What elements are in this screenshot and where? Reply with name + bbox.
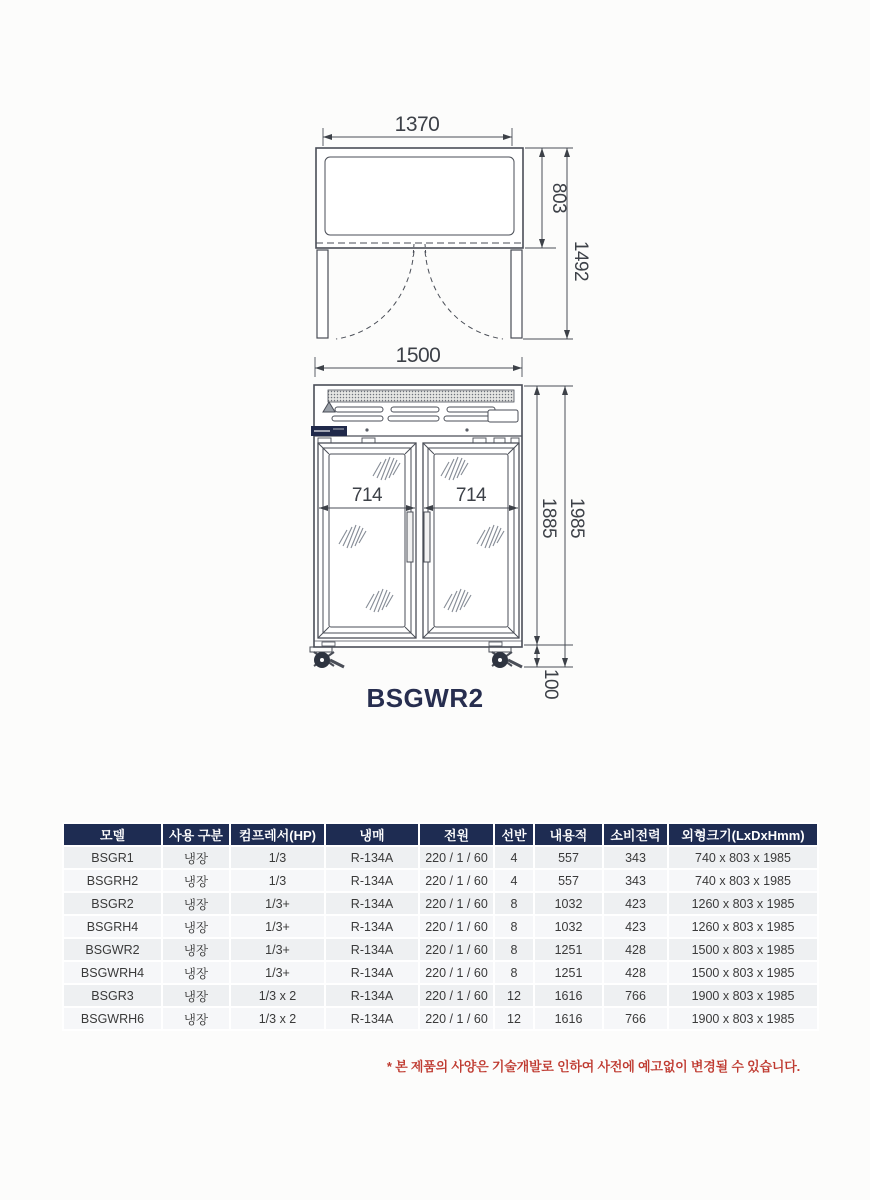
table-cell: 8	[494, 961, 534, 984]
table-cell: 냉장	[162, 984, 230, 1007]
table-cell: 220 / 1 / 60	[419, 984, 494, 1007]
vent-grille	[328, 390, 514, 402]
table-cell: 557	[534, 869, 603, 892]
table-cell: 12	[494, 984, 534, 1007]
table-cell: 1260 x 803 x 1985	[668, 892, 818, 915]
dim-label-overall-height: 1985	[566, 497, 587, 539]
caster-left	[310, 647, 344, 668]
door-swing-arc-right	[425, 251, 503, 339]
table-cell: 1/3+	[230, 892, 325, 915]
table-row	[63, 915, 818, 938]
table-cell: 1260 x 803 x 1985	[668, 915, 818, 938]
table-header-row	[63, 823, 818, 846]
table-cell: 8	[494, 915, 534, 938]
table-cell: 740 x 803 x 1985	[668, 869, 818, 892]
table-cell: 냉장	[162, 915, 230, 938]
dim-label-door-right: 714	[455, 485, 487, 506]
top-view-drawing	[315, 128, 573, 377]
table-cell: R-134A	[325, 1007, 419, 1030]
column-header: 선반	[494, 823, 534, 846]
table-row	[63, 938, 818, 961]
table-cell: 1/3 x 2	[230, 1007, 325, 1030]
table-cell: 423	[603, 892, 668, 915]
table-cell: BSGWR2	[63, 938, 162, 961]
table-cell: 740 x 803 x 1985	[668, 846, 818, 869]
table-cell: 220 / 1 / 60	[419, 869, 494, 892]
table-row	[63, 892, 818, 915]
brand-logo	[311, 426, 347, 436]
table-cell: 8	[494, 938, 534, 961]
table-cell: 557	[534, 846, 603, 869]
footnote: * 본 제품의 사양은 기술개발로 인하여 사전에 예고없이 변경될 수 있습니다.	[386, 1059, 800, 1074]
table-cell: R-134A	[325, 892, 419, 915]
table-row	[63, 869, 818, 892]
top-view-open-door-right	[511, 250, 522, 338]
table-cell: 428	[603, 961, 668, 984]
top-view-cabinet-outline	[316, 148, 523, 248]
table-cell: BSGRH4	[63, 915, 162, 938]
table-cell: 428	[603, 938, 668, 961]
column-header: 사용 구분	[162, 823, 230, 846]
table-cell: 냉장	[162, 846, 230, 869]
control-display	[488, 410, 518, 422]
table-cell: 1/3	[230, 846, 325, 869]
spec-table	[62, 822, 819, 1031]
dim-label-total-depth: 1492	[570, 240, 591, 282]
table-cell: 1616	[534, 1007, 603, 1030]
table-cell: 1500 x 803 x 1985	[668, 961, 818, 984]
table-cell: 766	[603, 984, 668, 1007]
table-cell: 냉장	[162, 961, 230, 984]
table-cell: 766	[603, 1007, 668, 1030]
table-cell: 1032	[534, 915, 603, 938]
table-cell: R-134A	[325, 846, 419, 869]
table-cell: 343	[603, 846, 668, 869]
table-cell: 1251	[534, 938, 603, 961]
table-cell: 1/3+	[230, 938, 325, 961]
model-title: BSGWR2	[366, 683, 484, 713]
table-cell: 1616	[534, 984, 603, 1007]
table-cell: 220 / 1 / 60	[419, 961, 494, 984]
table-cell: 1900 x 803 x 1985	[668, 1007, 818, 1030]
table-row	[63, 961, 818, 984]
dimension-top-depth	[523, 148, 573, 339]
table-cell: 220 / 1 / 60	[419, 1007, 494, 1030]
table-row	[63, 846, 818, 869]
table-cell: R-134A	[325, 961, 419, 984]
table-cell: 423	[603, 915, 668, 938]
table-cell: BSGRH2	[63, 869, 162, 892]
column-header: 냉매	[325, 823, 419, 846]
column-header: 전원	[419, 823, 494, 846]
table-cell: 220 / 1 / 60	[419, 846, 494, 869]
table-cell: 1/3 x 2	[230, 984, 325, 1007]
door-handle-left	[407, 512, 413, 562]
front-view-drawing	[310, 385, 573, 668]
column-header: 외형크기(LxDxHmm)	[668, 823, 818, 846]
table-cell: 1/3+	[230, 961, 325, 984]
table-cell: R-134A	[325, 984, 419, 1007]
dim-label-top-width: 1370	[394, 113, 440, 136]
door-swing-arc-left	[336, 251, 414, 339]
table-cell: 4	[494, 869, 534, 892]
table-cell: 220 / 1 / 60	[419, 938, 494, 961]
column-header: 내용적	[534, 823, 603, 846]
table-cell: 1500 x 803 x 1985	[668, 938, 818, 961]
table-cell: 8	[494, 892, 534, 915]
table-cell: 220 / 1 / 60	[419, 915, 494, 938]
table-cell: 1/3+	[230, 915, 325, 938]
door-handle-right	[424, 512, 430, 562]
dim-label-door-left: 714	[351, 485, 383, 506]
dim-label-depth: 803	[548, 182, 569, 214]
dim-label-overall-width: 1500	[395, 344, 441, 367]
table-cell: R-134A	[325, 938, 419, 961]
table-cell: BSGR3	[63, 984, 162, 1007]
table-cell: 냉장	[162, 892, 230, 915]
top-view-open-door-left	[317, 250, 328, 338]
column-header: 소비전력	[603, 823, 668, 846]
table-cell: 냉장	[162, 869, 230, 892]
table-cell: 4	[494, 846, 534, 869]
table-cell: 1900 x 803 x 1985	[668, 984, 818, 1007]
table-body	[63, 846, 818, 1030]
caster-right	[489, 647, 522, 668]
table-cell: 220 / 1 / 60	[419, 892, 494, 915]
column-header: 컴프레서(HP)	[230, 823, 325, 846]
table-cell: 1032	[534, 892, 603, 915]
table-cell: BSGWRH6	[63, 1007, 162, 1030]
table-cell: R-134A	[325, 915, 419, 938]
table-row	[63, 984, 818, 1007]
table-cell: 냉장	[162, 938, 230, 961]
screw-dot-left	[365, 428, 368, 431]
table-cell: 1251	[534, 961, 603, 984]
dim-label-caster-height: 100	[540, 668, 561, 700]
column-header: 모델	[63, 823, 162, 846]
table-row	[63, 1007, 818, 1030]
screw-dot-right	[465, 428, 468, 431]
table-cell: 343	[603, 869, 668, 892]
table-cell: BSGWRH4	[63, 961, 162, 984]
table-cell: 냉장	[162, 1007, 230, 1030]
front-cabinet-outline	[314, 385, 522, 647]
dim-label-body-height: 1885	[538, 497, 559, 539]
table-cell: R-134A	[325, 869, 419, 892]
table-cell: 1/3	[230, 869, 325, 892]
table-cell: BSGR2	[63, 892, 162, 915]
table-cell: 12	[494, 1007, 534, 1030]
table-cell: BSGR1	[63, 846, 162, 869]
